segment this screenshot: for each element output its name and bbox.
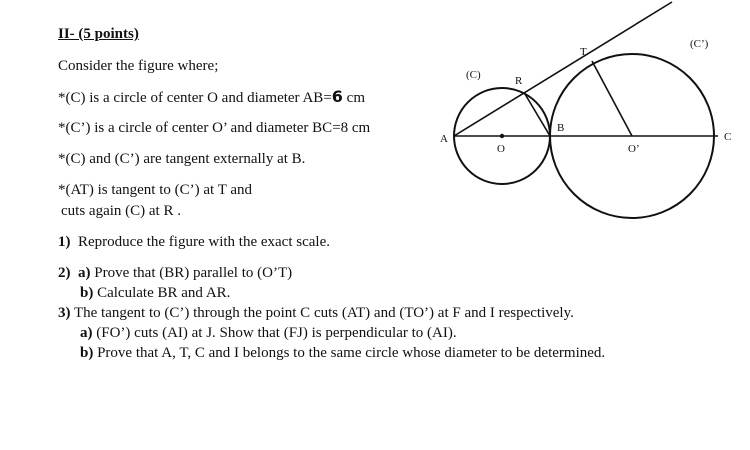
intro-text: Consider the figure where; xyxy=(58,58,219,74)
label-point-r: R xyxy=(515,75,523,87)
given-tangent-at: *(AT) is tangent to (C’) at T and xyxy=(58,182,252,198)
question-2b-label: b) xyxy=(80,285,94,301)
label-point-b: B xyxy=(557,122,565,134)
label-point-a: A xyxy=(440,133,448,145)
given-circle-c-text: *(C) is a circle of center O and diameter AB= xyxy=(58,90,332,106)
question-3a-text: (FO’) cuts (AI) at J. Show that (FJ) is perpendicular to (AI). xyxy=(96,325,457,341)
question-3b-text: Prove that A, T, C and I belongs to the same circle whose diameter to be determined. xyxy=(97,345,606,361)
label-circle-c: (C) xyxy=(466,69,481,81)
diameter-ab-unit: cm xyxy=(342,90,365,106)
question-3-text: The tangent to (C’) through the point C cuts (AT) and (TO’) at F and I respectively. xyxy=(73,305,574,321)
label-point-o-prime: O’ xyxy=(628,143,640,155)
given-tangent-circles: *(C) and (C’) are tangent externally at B. xyxy=(58,151,306,167)
tangent-line-at xyxy=(454,2,672,136)
question-1-number: 1) xyxy=(58,234,71,250)
question-1-text: Reproduce the figure with the exact scale. xyxy=(78,234,330,250)
question-3a-label: a) xyxy=(80,325,93,341)
question-2a-label: a) xyxy=(78,265,91,281)
label-point-t: T xyxy=(580,46,587,58)
given-circle-c-prime: *(C’) is a circle of center O’ and diameter BC=8 cm xyxy=(58,120,371,136)
question-2-number: 2) xyxy=(58,265,71,281)
question-2b-text: Calculate BR and AR. xyxy=(97,285,231,301)
question-3b-label: b) xyxy=(80,345,94,361)
question-2a-text: Prove that (BR) parallel to (O’T) xyxy=(94,265,293,281)
question-3-number: 3) xyxy=(58,305,71,321)
label-circle-c-prime: (C’) xyxy=(690,38,709,50)
label-point-o: O xyxy=(497,143,505,155)
segment-o-prime-t xyxy=(592,61,632,136)
given-cuts-again: cuts again (C) at R . xyxy=(61,203,181,219)
label-point-c: C xyxy=(724,131,732,143)
center-o-point xyxy=(500,134,504,138)
diameter-ab-value: 6 xyxy=(331,87,343,106)
section-title: II- (5 points) xyxy=(58,26,139,42)
